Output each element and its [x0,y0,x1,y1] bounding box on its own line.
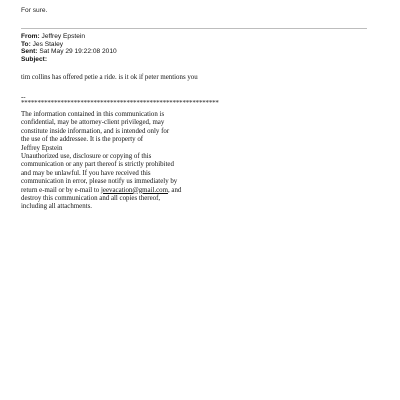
subject-row [21,56,117,64]
from-row [21,33,117,41]
disclaimer-line: Jeffrey Epstein [21,144,63,152]
disclaimer-line: and may be unlawful. If you have received this [21,169,151,177]
disclaimer-line: including all attachments. [21,203,92,211]
confidentiality-disclaimer [21,111,261,212]
from-label: From: [21,33,40,40]
email-link[interactable]: jeevacation@gmail.com [100,186,168,194]
to-row [21,41,117,49]
to-label: To: [21,40,31,48]
disclaimer-line-email [21,187,261,195]
disclaimer-line: destroy this communication and all copies thereof, [21,195,161,203]
disclaimer-text: return e-mail or by e-mail to [21,186,101,194]
header-divider [21,28,367,29]
disclaimer-text: , and [167,186,182,194]
disclaimer-line: the use of the addressee. It is the property of [21,136,144,144]
sent-label: Sent: [21,48,38,56]
sent-value: Sat May 29 19:22:08 2010 [39,48,117,56]
to-value: Jes Staley [32,40,64,48]
from-value: Jeffrey Epstein [41,33,86,40]
signature-separator: -- [21,94,26,101]
email-headers [21,33,117,64]
subject-label: Subject: [21,56,48,64]
disclaimer-line: The information contained in this communication is [21,111,165,118]
disclaimer-line: communication or any part thereof is strictly prohibited [21,161,174,169]
reply-text: For sure. [21,7,48,14]
asterisk-divider: ************************************************************ [21,100,219,107]
disclaimer-line: communication in error, please notify us immediately by [21,178,178,186]
disclaimer-line: constitute inside information, and is intended only for [21,127,170,135]
disclaimer-line: Unauthorized use, disclosure or copying of this [21,153,152,161]
disclaimer-line: confidential, may be attorney-client privileged, may [21,119,165,127]
message-body: tim collins has offered petie a ride. is it ok if peter mentions you [21,74,198,81]
sent-row [21,48,117,56]
